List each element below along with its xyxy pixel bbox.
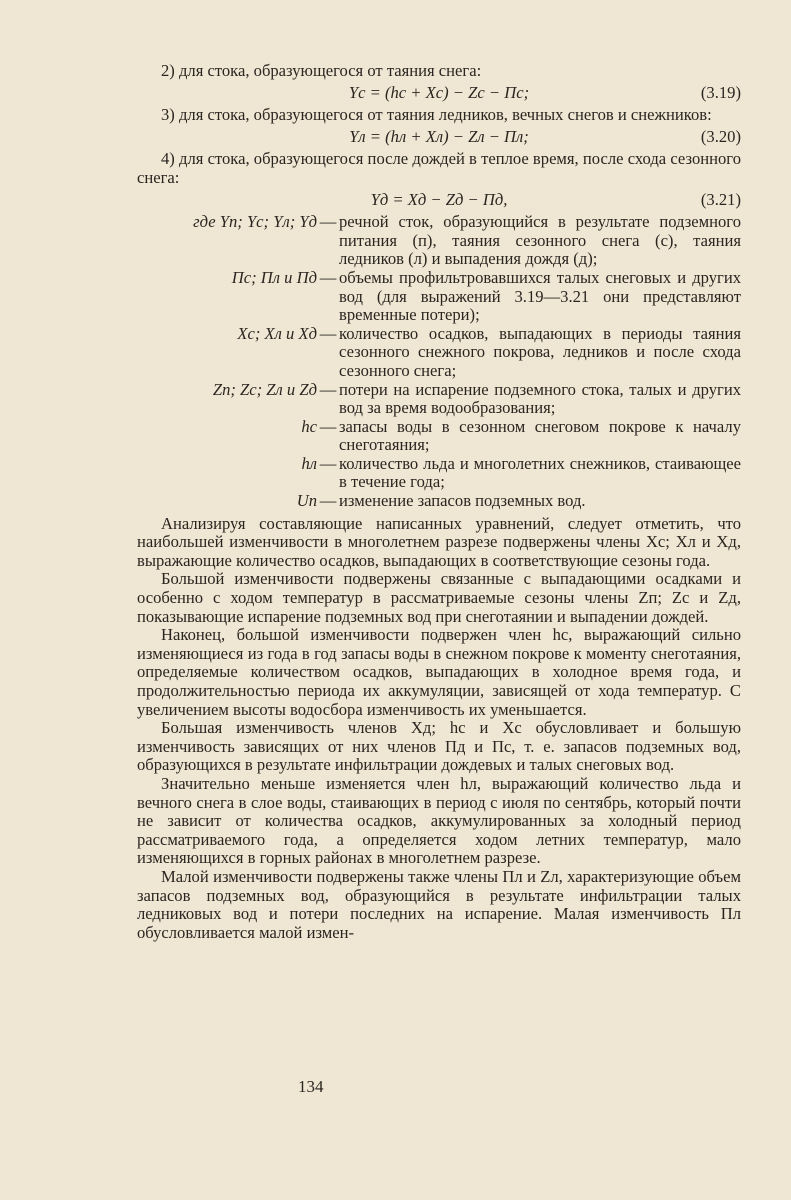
definition-text: изменение запасов подземных вод. <box>339 491 586 511</box>
definitions-list <box>137 213 741 511</box>
definition-text: объемы профильтровавшихся талых снеговых и других вод (для выражений 3.19—3.21 они представляют временные потери); <box>339 267 741 325</box>
definition-term: hс <box>301 416 317 436</box>
definition-item <box>137 213 741 269</box>
paragraph-glacier-runoff: 3) для стока, образующегося от таяния ледников, вечных снегов и снежников: <box>161 105 712 125</box>
dash: — <box>319 379 337 399</box>
equation-3-19 <box>137 84 741 103</box>
definition-item <box>137 492 741 511</box>
paragraph: Большая изменчивость членов Xд; hс и Xс обусловливает и большую изменчивость зависящих от них членов Пд и Пс, т. е. запасов подземных вод, образующихся в результате инфильтрации дождевых и талых снеговых вод. <box>137 718 741 775</box>
dash: — <box>319 416 337 436</box>
paragraph: Большой изменчивости подвержены связанные с выпадающими осадками и особенно с ходом температур в рассматриваемые сезоны члены Zп; Zс и Zд, показывающие испарение подземных вод при снеготаянии и выпадении дождей. <box>137 569 741 626</box>
definition-term: Пс; Пл и Пд <box>231 267 317 287</box>
equation-3-20 <box>137 128 741 147</box>
definition-item <box>137 269 741 325</box>
paragraph-snow-runoff: 2) для стока, образующегося от таяния снега: <box>161 61 482 80</box>
equation-expression: Yл = (hл + Xл) − Zл − Пл; <box>349 126 529 146</box>
definition-text: потери на испарение подземного стока, талых и других вод за время водообразования; <box>339 379 741 418</box>
definition-term: Zп; Zс; Zл и Zд <box>212 379 317 399</box>
definition-item <box>137 381 741 418</box>
definition-term: Xс; Xл и Xд <box>237 323 317 343</box>
dash: — <box>319 267 337 287</box>
definition-item <box>137 418 741 455</box>
paragraph: Наконец, большой изменчивости подвержен член hс, выражающий сильно изменяющиеся из года в год запасы воды в снежном покрове к моменту снеготаяния, определяемые количеством осадков, выпадающих в холодное время года, и продолжительностью периода их аккумуляции, зависящей от хода температур. С увеличением высоты водосбора изменчивость их уменьшается. <box>137 625 741 719</box>
dash: — <box>319 323 337 343</box>
equation-3-21 <box>137 191 741 210</box>
definition-item <box>137 455 741 492</box>
text-block <box>137 62 741 942</box>
equation-number: (3.21) <box>700 189 741 209</box>
definition-item <box>137 325 741 381</box>
equation-expression: Yд = Xд − Zд − Пд, <box>370 189 508 209</box>
definition-text: запасы воды в сезонном снеговом покрове к началу снеготаяния; <box>339 416 741 455</box>
definition-text: речной сток, образующийся в результате подземного питания (п), таяния сезонного снега (с), таяния ледников (л) и выпадения дождя (д); <box>339 212 741 269</box>
dash: — <box>319 453 337 473</box>
equation-expression: Yс = (hс + Xс) − Zс − Пс; <box>348 82 530 102</box>
equation-number: (3.20) <box>700 126 741 146</box>
definition-term: где Yп; Yс; Yл; Yд <box>193 212 317 232</box>
dash: — <box>319 491 337 511</box>
paragraph: Значительно меньше изменяется член hл, выражающий количество льда и вечного снега в слое воды, стаивающих в период с июля по сентябрь, который почти не зависит от количества осадков, аккумулированных за холодный период рассматриваемого года, а определяется ходом летних температур, мало изменяющихся в горных районах в многолетнем разрезе. <box>137 773 741 868</box>
definition-text: количество льда и многолетних снежников, стаивающее в течение года; <box>339 453 741 492</box>
dash: — <box>319 212 337 232</box>
definition-text: количество осадков, выпадающих в периоды таяния сезонного снежного покрова, ледников и после схода сезонного снега; <box>339 323 741 380</box>
definition-term: Uп <box>296 491 317 511</box>
definition-term: hл <box>301 453 317 473</box>
paragraph: Анализируя составляющие написанных уравнений, следует отметить, что наибольшей изменчивости в многолетнем разрезе подвержены члены Xс; Xл и Xд, выражающие количество осадков, выпадающих в соответствующие сезоны года. <box>137 513 741 570</box>
paragraph-rain-runoff: 4) для стока, образующегося после дождей в теплое время, после схода сезонного снега: <box>137 149 741 187</box>
page-number: 134 <box>298 1077 324 1096</box>
paragraph: Малой изменчивости подвержены также члены Пл и Zл, характеризующие объем запасов подземных вод, образующийся в результате инфильтрации талых ледниковых вод и потери последних на испарение. Малая изменчивость Пл обусловливается малой измен- <box>137 866 741 942</box>
equation-number: (3.19) <box>700 82 741 102</box>
